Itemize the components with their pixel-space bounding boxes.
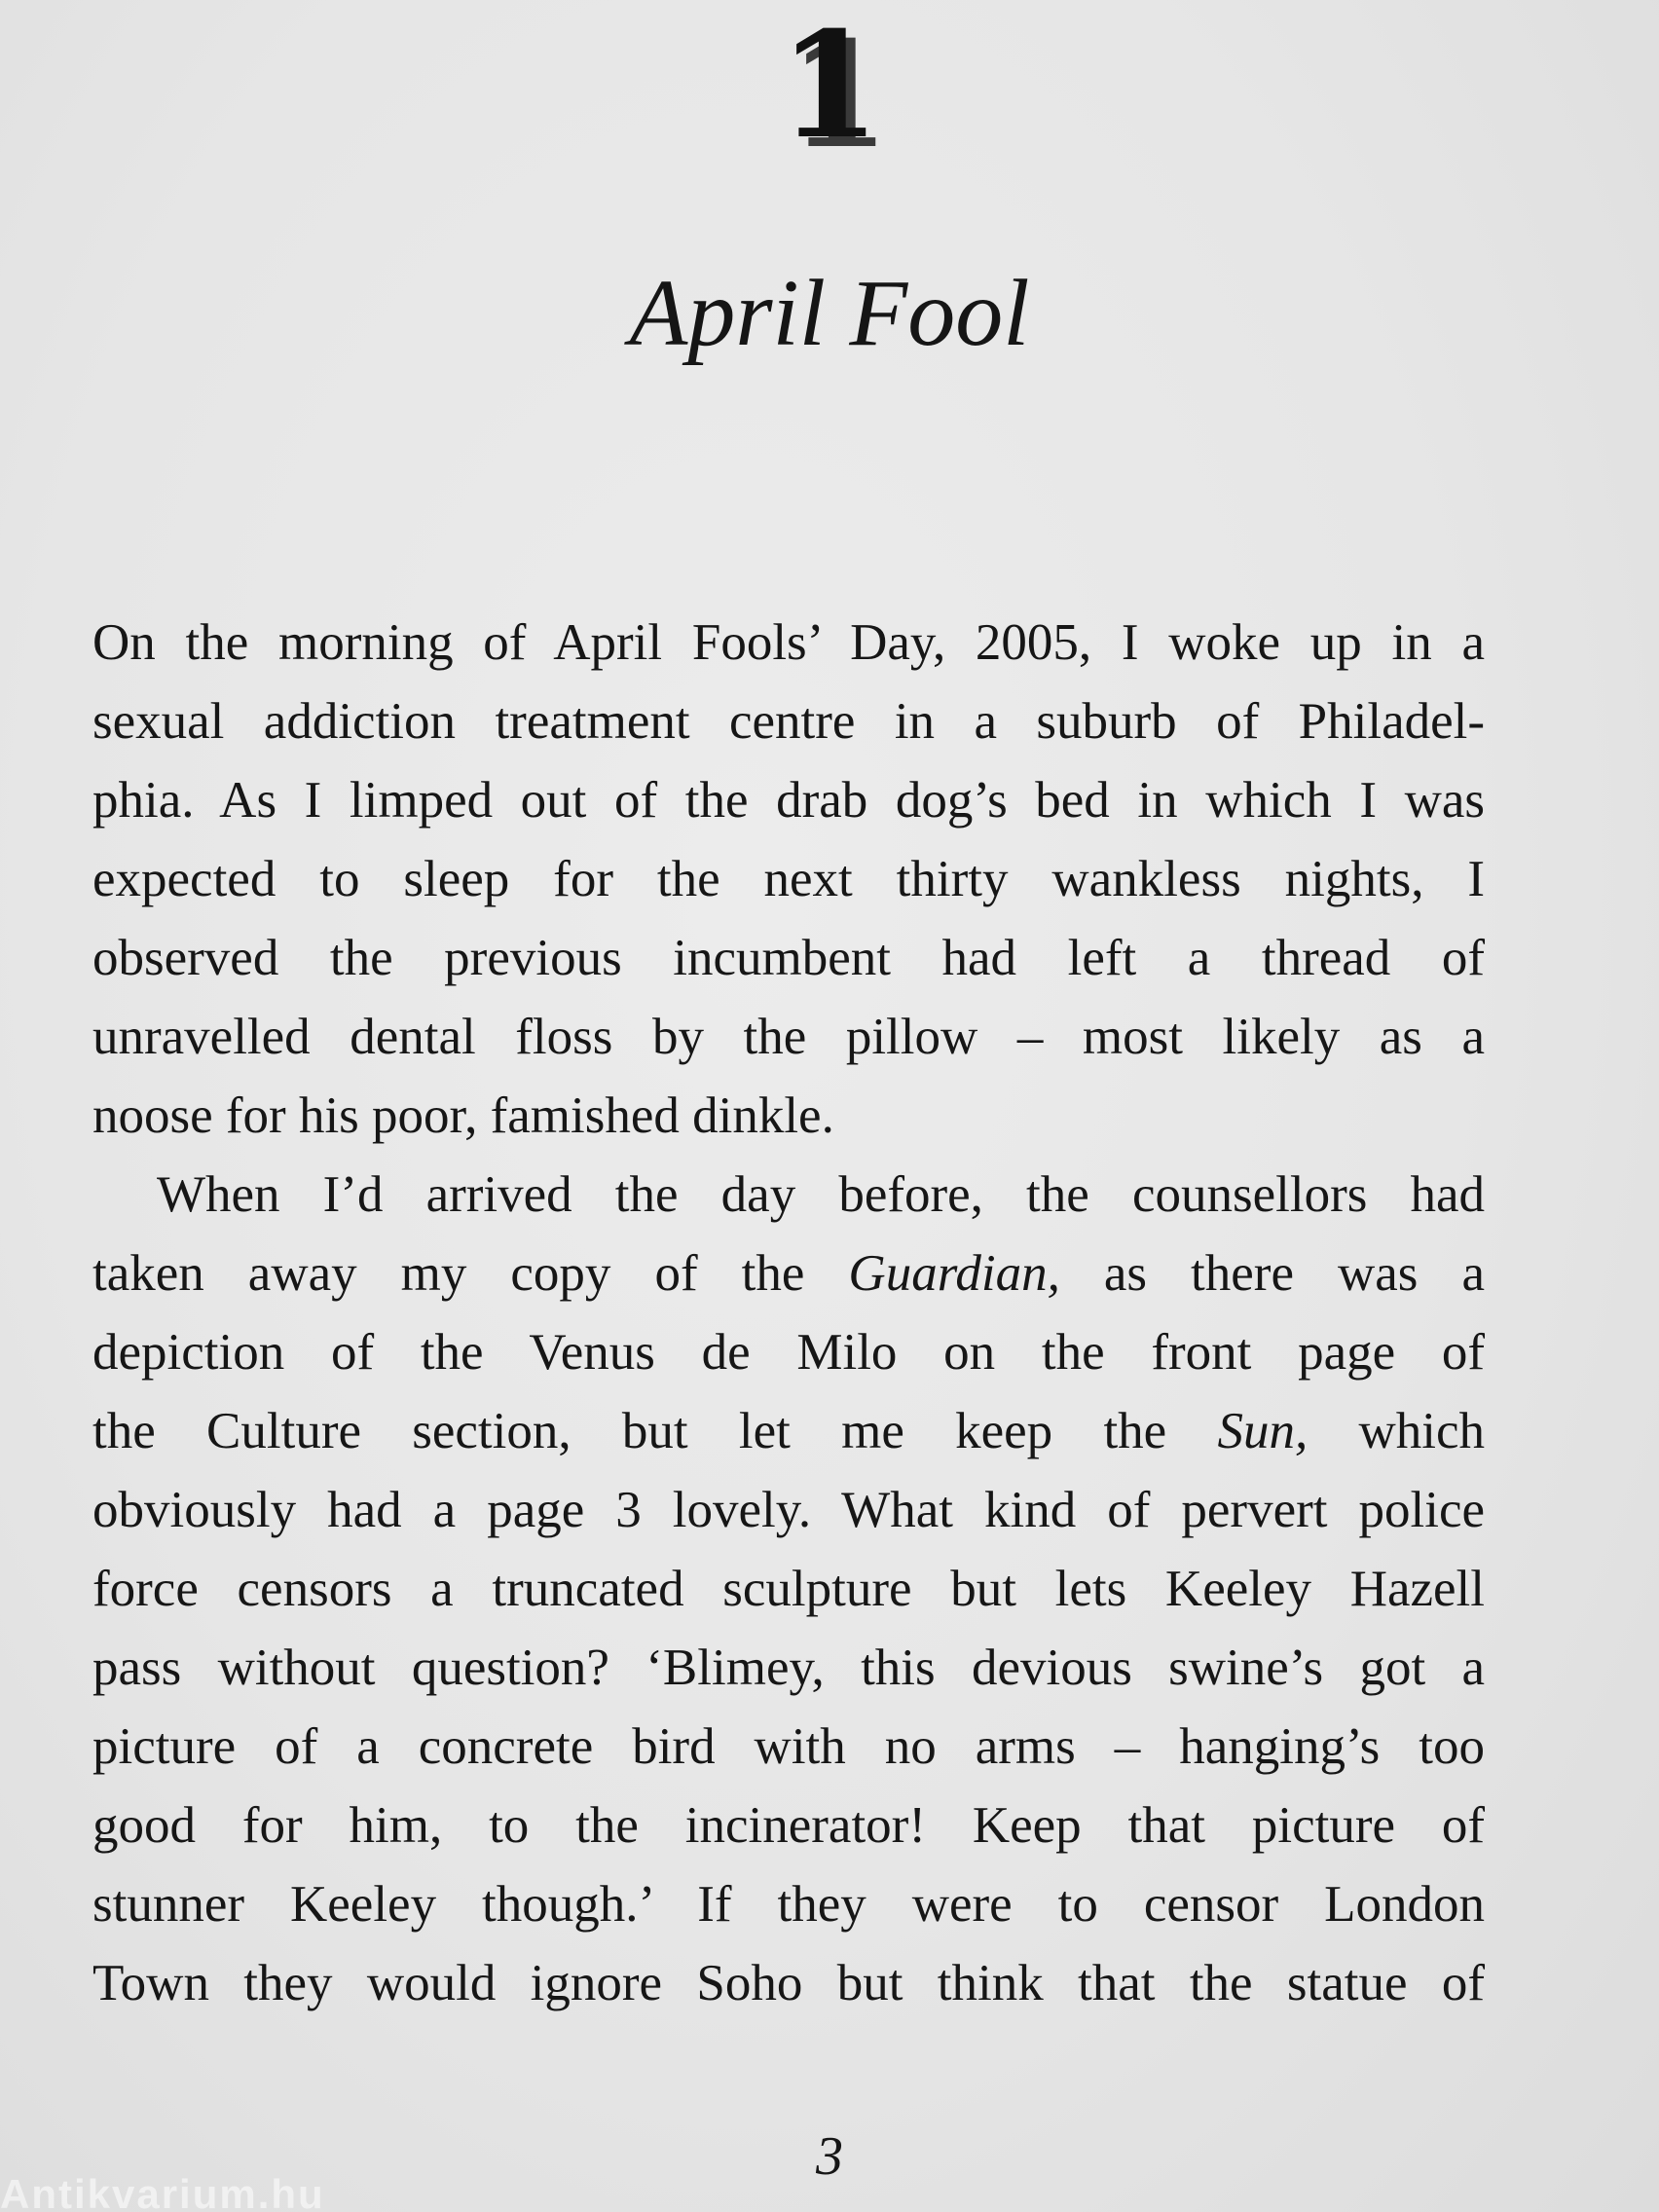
- text-line: observed the previous incumbent had left a thread of: [92, 930, 1485, 986]
- text-line: pass without question? ‘Blimey, this devious swine’s got a: [92, 1640, 1485, 1696]
- text-line: depiction of the Venus de Milo on the front page of: [92, 1324, 1485, 1381]
- text-run: taken away my copy of the: [92, 1245, 849, 1302]
- paragraph-2: [92, 1156, 1485, 2023]
- text-line: sexual addiction treatment centre in a suburb of Philadel-: [92, 693, 1485, 750]
- text-line: force censors a truncated sculpture but lets Keeley Hazell: [92, 1561, 1485, 1617]
- text-line: phia. As I limped out of the drab dog’s bed in which I was: [92, 772, 1485, 829]
- watermark: Antikvarium.hu: [0, 2171, 325, 2212]
- text-run: which: [1308, 1403, 1485, 1459]
- chapter-title: April Fool: [629, 261, 1030, 366]
- page-number: 3: [816, 2126, 843, 2187]
- text-line: expected to sleep for the next thirty wankless nights, I: [92, 851, 1485, 907]
- text-line: good for him, to the incinerator! Keep that picture of: [92, 1797, 1485, 1854]
- text-line: obviously had a page 3 lovely. What kind of pervert police: [92, 1482, 1485, 1538]
- text-line-composite: [92, 1235, 1485, 1313]
- body-text: [92, 604, 1485, 2023]
- text-line: picture of a concrete bird with no arms – hanging’s too: [92, 1718, 1485, 1775]
- text-line: stunner Keeley though.’ If they were to censor London: [92, 1876, 1485, 1933]
- text-line: unravelled dental floss by the pillow – most likely as a: [92, 1009, 1485, 1065]
- text-line: Town they would ignore Soho but think that the statue of: [92, 1955, 1485, 2011]
- text-run: the Culture section, but let me keep the: [92, 1403, 1218, 1459]
- text-line: On the morning of April Fools’ Day, 2005, I woke up in a: [92, 614, 1485, 671]
- italic-title-guardian: Guardian,: [848, 1245, 1060, 1302]
- text-run: as there was a: [1059, 1245, 1485, 1302]
- text-line: noose for his poor, famished dinkle.: [92, 1088, 834, 1144]
- paragraph-1: [92, 604, 1485, 1156]
- italic-title-sun: Sun,: [1217, 1403, 1309, 1459]
- text-line: When I’d arrived the day before, the counsellors had: [157, 1166, 1485, 1223]
- text-line-composite: [92, 1392, 1485, 1471]
- chapter-number: 1: [778, 0, 881, 171]
